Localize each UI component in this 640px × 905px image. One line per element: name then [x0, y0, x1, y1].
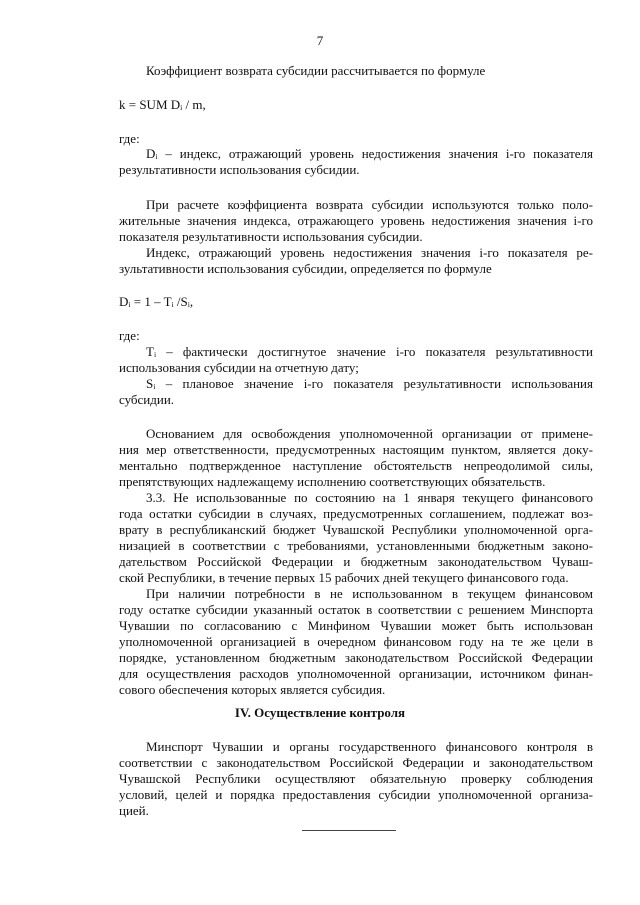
paragraph-line: ментально подтвержденное наступление обстоятельств непреодолимой силы,	[119, 458, 593, 473]
paragraph-line: Чувашии по согласованию с Минфином Чувашии может быть использован	[119, 618, 593, 633]
page-number: 7	[316, 33, 324, 48]
paragraph-line: дательством Российской Федерации и бюджетным законодательством Чуваш-	[119, 554, 593, 569]
paragraph-line: показателя результативности использования субсидии.	[119, 229, 423, 244]
paragraph-line: 3.3. Не использованные по состоянию на 1 января текущего финансового	[146, 490, 593, 505]
paragraph-line: При расчете коэффициента возврата субсидии используются только поло-	[146, 197, 593, 212]
paragraph-line: условий, целей и порядка предоставления субсидии уполномоченной организа-	[119, 787, 593, 802]
formula-d: Dᵢ = 1 – Tᵢ /Sᵢ,	[119, 294, 194, 309]
paragraph-line: соответствии с законодательством Российской Федерации и законодательством	[119, 755, 593, 770]
paragraph-line: низацией в соответствии с требованиями, установленными бюджетным законо-	[119, 538, 593, 553]
paragraph-line: уполномоченной организацией в очередном финансовом году на те же цели в	[119, 634, 593, 649]
si-definition-line: Sᵢ – плановое значение i-го показателя результативности использования	[146, 376, 593, 391]
section-heading: IV. Осуществление контроля	[234, 705, 406, 720]
di-definition-line: Dᵢ – индекс, отражающий уровень недостижения значения i-го показателя	[146, 146, 593, 161]
where-label: где:	[119, 131, 140, 146]
paragraph-line: года остатки субсидии в случаях, предусмотренных соглашением, подлежат воз-	[119, 506, 593, 521]
paragraph-line: При наличии потребности в не использованном в текущем финансовом	[146, 586, 593, 601]
paragraph-line: препятствующих надлежащему исполнению соответствующих обязательств.	[119, 474, 546, 489]
paragraph-line: зультативности использования субсидии, определяется по формуле	[119, 261, 492, 276]
ti-definition-line: использования субсидии на отчетную дату;	[119, 360, 359, 375]
di-definition-line: результативности использования субсидии.	[119, 162, 360, 177]
footer-divider	[302, 830, 396, 831]
paragraph-line: Основанием для освобождения уполномоченной организации от примене-	[146, 426, 593, 441]
paragraph-line: году остатке субсидии указанный остаток в соответствии с решением Минспорта	[119, 602, 593, 617]
paragraph-line: порядке, установленном бюджетным законодательством Российской Федерации	[119, 650, 593, 665]
ti-definition-line: Tᵢ – фактически достигнутое значение i-го показателя результативности	[146, 344, 593, 359]
paragraph-line: для осуществления расходов уполномоченной организации, источником финан-	[119, 666, 593, 681]
paragraph-line: ния мер ответственности, предусмотренных настоящим пунктом, является доку-	[119, 442, 593, 457]
si-definition-line: субсидии.	[119, 392, 175, 407]
paragraph-line: Индекс, отражающий уровень недостижения значения i-го показателя ре-	[146, 245, 593, 260]
paragraph-line: жительные значения индекса, отражающего уровень недостижения значения i-го	[119, 213, 593, 228]
where-label: где:	[119, 328, 140, 343]
paragraph-line: Чувашской Республики осуществляют обязательную проверку соблюдения	[119, 771, 593, 786]
paragraph-line: Минспорт Чувашии и органы государственного финансового контроля в	[146, 739, 593, 754]
paragraph-line: сового обеспечения которых является субсидия.	[119, 682, 386, 697]
paragraph-line: врату в республиканский бюджет Чувашской Республики уполномоченной орга-	[119, 522, 593, 537]
intro-line: Коэффициент возврата субсидии рассчитывается по формуле	[146, 63, 486, 78]
formula-k: k = SUM Dᵢ / m,	[119, 97, 206, 112]
paragraph-line: ской Республики, в течение первых 15 рабочих дней текущего финансового года.	[119, 570, 569, 585]
paragraph-line: цией.	[119, 803, 149, 818]
